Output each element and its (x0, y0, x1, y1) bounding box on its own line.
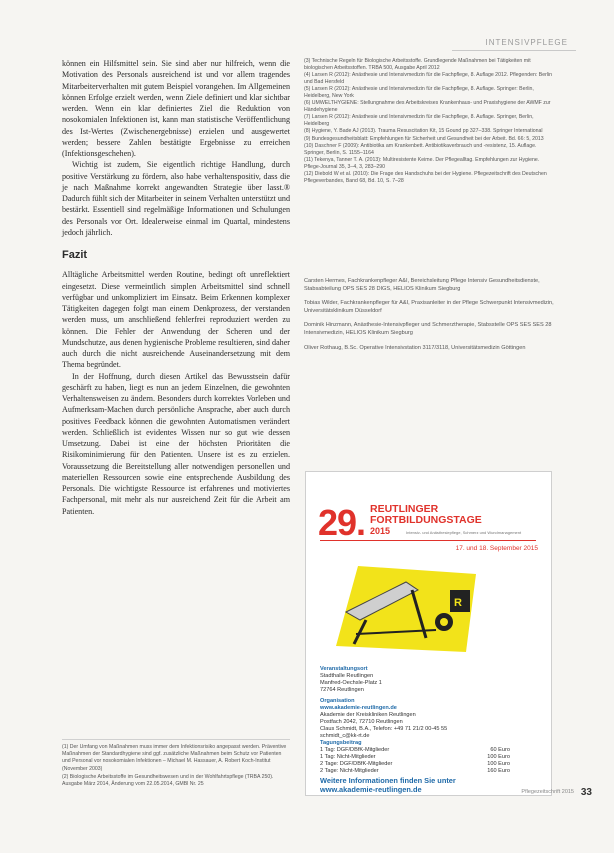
author-entry: Oliver Rothaug, B.Sc. Operative Intensivstation 3117/3118, Universitätsmedizin Göttingen (304, 344, 526, 351)
footer-magazine: Pflegezeitschrift 2015 (521, 789, 574, 795)
ad-org-url[interactable]: www.akademie-reutlingen.de (320, 705, 397, 712)
ad-more-info (320, 776, 540, 794)
ad-venue-line: Stadthalle Reutlingen (320, 673, 374, 680)
reference-item: (7) Larsen R (2012): Anästhesie und Intensivmedizin für die Fachpflege, 8. Auflage. Springer, Berlin, Heidelberg (304, 114, 534, 128)
reference-item: (6) UMWELTHYGIENE: Stellungnahme des Arbeitskreises Krankenhaus- und Praxishygiene der AWMF zur Händehygiene (304, 100, 551, 114)
reference-item: (4) Larsen R (2012): Anästhesie und Intensivmedizin für die Fachpflege, 8. Auflage 2012. Pflegenden: Berlin und Bad Hersfeld (304, 72, 553, 86)
fee-label: 1 Tag: DGF/DBfK-Mitglieder (320, 747, 390, 754)
footnote: (2) Biologische Arbeitsstoffe im Gesundheitswesen und in der Wohlfahrtspflege (TRBA 250). Ausgabe März 2014, Änderung vom 22.05.2014, GMBl Nr. 25 (62, 773, 274, 788)
author-entry: Dominik Hinzmann, Anästhesie-Intensivpfleger und Schmerztherapie, Stabsstelle OPS SES SES 28 Intensivmedizin, HELIOS Klinikum Siegburg (304, 322, 552, 336)
fee-value: 60 Euro (490, 747, 510, 754)
ad-org-line: Claus Schmidt, B.A., Telefon: +49 71 21/2 00-45 55 (320, 726, 448, 733)
ad-fees (320, 740, 540, 775)
author-info (304, 278, 556, 359)
ad-subtitle: Intensiv- und Anästhesiepflege, Schmerz und Wundmanagement (406, 530, 522, 535)
ad-divider (320, 540, 536, 541)
fee-label: 1 Tag: Nicht-Mitglieder (320, 754, 376, 761)
ad-more-info-url[interactable]: www.akademie-reutlingen.de (320, 785, 422, 794)
article-column (62, 58, 290, 517)
ad-year: 2015 (370, 526, 391, 536)
ad-org-heading: Organisation (320, 698, 355, 704)
reference-item: (5) Larsen R (2012): Anästhesie und Intensivmedizin für die Fachpflege, 8. Auflage. Springer: Berlin, Heidelberg, New York (304, 86, 534, 100)
fee-row (320, 747, 510, 754)
paragraph-3: Alltägliche Arbeitsmittel werden Routine, bedingt oft unreflektiert eingesetzt. Diese vermeintlich simplen Arbeitsmittel sind schnell verfügbar und unkompliziert im Einsatz. Beim Erkennen komplexer Tätigkeiten dagegen folgt man einem Denkprozess, der verstanden werden muss, um anschließend fehlerfrei reproduziert werden zu können. Die Fehler der Anwendung der Scheren und der Mundschutze, aus denen hygienische Probleme resultieren, sind daher auch durch die nicht ausreichende Auseinandersetzung mit dem Thema begründet. (62, 270, 290, 370)
footnotes (62, 739, 290, 789)
reference-item: (9) Bundesgesundheitsblatt: Empfehlungen für Sicherheit und Gesundheit bei der Arbeit. Bd. 66: 5, 2013 (304, 135, 544, 142)
ad-organisation (320, 698, 540, 741)
ad-venue-line: 72764 Reutlingen (320, 687, 364, 694)
ad-title-line1: REUTLINGER (370, 503, 439, 515)
ad-org-email[interactable]: schmidt_c@kk-rt.de (320, 733, 370, 740)
reference-item: (10) Daschner F (2009): Antibiotika am Krankenbett. Antibiotikaverbrauch und -resistenz, 15. Auflage. Springer, Berlin, S. 1155–1164 (304, 142, 537, 156)
paragraph-4: In der Hoffnung, durch diesen Artikel das Bewusstsein dafür geschärft zu haben, liegt es nun an jedem Einzelnen, die gewohnten Verhaltensweisen zu ändern. Besonders durch korrektes Vorleben und Aufmerksam-Machen durch persönliche Ansprache, aber auch durch positives Feedback können die gewohnten Automatismen verändert werden. Schließlich ist evidentes Wissen nur so gut wie dessen Umsetzung. Dabei ist eine der höchsten Prioritäten die Risikominimierung für den Patienten. Unsere ist es zu erzielen. Voraussetzung die Bereitstellung aller notwendigen personellen und materiellen Ressourcen sowie eine entsprechende Ausbildung des Personals. Die wichtigste Ressource ist erfahrenes und motiviertes Fachpersonal, mit mehr als nur ausreichend Zeit für die Arbeit am Patienten. (62, 371, 290, 516)
references-list (304, 58, 556, 185)
advertisement (305, 471, 552, 796)
fee-label: 2 Tage: Nicht-Mitglieder (320, 768, 379, 775)
author-entry: Carsten Hermes, Fachkrankenpfleger A&I, Bereichsleitung Pflege Intensiv Gesundheitsdienste, Stabsabteilung OPS SES 28 DIGS, HELIOS Klinikum Siegburg (304, 278, 540, 292)
ad-title-line2 (370, 515, 482, 526)
ad-org-line: Postfach 2042, 72710 Reutlingen (320, 719, 403, 726)
ad-number: 29. (318, 502, 366, 543)
fee-row (320, 768, 510, 775)
section-rule (452, 50, 576, 51)
section-heading-fazit: Fazit (62, 249, 88, 261)
deckchair-illustration (326, 560, 506, 662)
fee-row (320, 761, 510, 768)
footnote: (1) Der Umfang von Maßnahmen muss immer dem Infektionsrisiko angepasst werden. Präventive Maßnahmen der Standardhygiene sind ggf. zusätzliche Maßnahmen beim Schutz vor Patienten und Personal vor nosokomialen Infektionen – Michael M. Hassauer, A. Robert Koch-Institut (November 2003) (62, 744, 287, 772)
artwork-glyph: R (454, 597, 462, 609)
ad-venue (320, 666, 540, 694)
reference-item: (8) Hygiene, Y. Bade AJ (2013). Trauma Resuscitation Kit, 15 Gound pp 327–338. Springer International (304, 128, 543, 135)
reference-item: (3) Technische Regeln für Biologische Arbeitsstoffe. Grundlegende Maßnahmen bei Tätigkeiten mit biologischen Arbeitsstoffen. TRBA 500, Ausgabe April 2012 (304, 58, 531, 72)
ad-title-word: FORTBILDUNGSTAGE (370, 514, 482, 526)
ad-org-line: Akademie der Kreiskliniken Reutlingen (320, 712, 416, 719)
ad-dates: 17. und 18. September 2015 (455, 545, 538, 552)
fee-row (320, 754, 510, 761)
fee-label: 2 Tage: DGF/DBfK-Mitglieder (320, 761, 393, 768)
ad-more-info-text: Weitere Informationen finden Sie unter (320, 776, 456, 785)
author-entry: Tobias Wilder, Fachkrankenpfleger für A&I, Praxisanleiter in der Pflege Schwerpunkt Intensivmedizin, Universitätsklinikum Düsseldorf (304, 300, 554, 314)
fee-value: 100 Euro (487, 754, 510, 761)
ad-venue-line: Manfred-Oechsle-Platz 1 (320, 680, 382, 687)
fee-value: 160 Euro (487, 768, 510, 775)
fee-value: 100 Euro (487, 761, 510, 768)
wheel-hub-shape (440, 618, 448, 626)
ad-venue-heading: Veranstaltungsort (320, 666, 368, 672)
reference-item: (11) Tekenya, Tanner T. A. (2013): Multiresistente Keime. Der Pflegealltag. Empfehlungen zur Hygiene. Pflege-Journal 35, 3–4, 3, 283–290 (304, 156, 540, 170)
page-number: 33 (580, 787, 592, 798)
paragraph-1: können ein Hilfsmittel sein. Sie sind aber nur hilfreich, wenn die Motivation des Personals ausreichend ist und vor allem tragendes Mitarbeiterverhalten mit gutem Beispiel vorangehen. Im Allgemeinen können Erfolge erzielt werden, wenn Ziele definiert und klar sichtbar werden. Wenn ein klar definiertes Ziel die Reduktion von nosokomialen Infektionen ist, kann man statistische Veröffentlichung des Ist-Wertes (Zwischenergebnisse) erzielen und ausgewertet werden; bessere Zahlen bestätigte Ergebnisse zu erreichen (Infektionsgeschehen). (62, 59, 290, 158)
reference-item: (12) Diebold W et al. (2010): Die Frage des Handschuhs bei der Hygiene. Pflegezeitschrift des Deutschen Pflegeverbandes, Band 68, Bd. 10, S. 7–28 (304, 170, 547, 184)
paragraph-2: Wichtig ist zudem, Sie eigentlich richtige Handlung, durch positive Verstärkung zu fördern, also habe verhaltenspositiv, dass die je nach Maßnahme korrekt angewandten Strategie über lasst.® Dadurch fühlt sich der Mitarbeiter in seinem Verhalten unterstützt und bestärkt. Essentiell sind regelmäßige Informationen und Schulungen des Personals vor Ort. Idealerweise einmal im Quartal, mindestens jedoch jährlich. (62, 160, 290, 237)
ad-fees-heading: Tagungsbeitrag (320, 740, 362, 746)
section-label: INTENSIVPFLEGE (485, 38, 568, 47)
